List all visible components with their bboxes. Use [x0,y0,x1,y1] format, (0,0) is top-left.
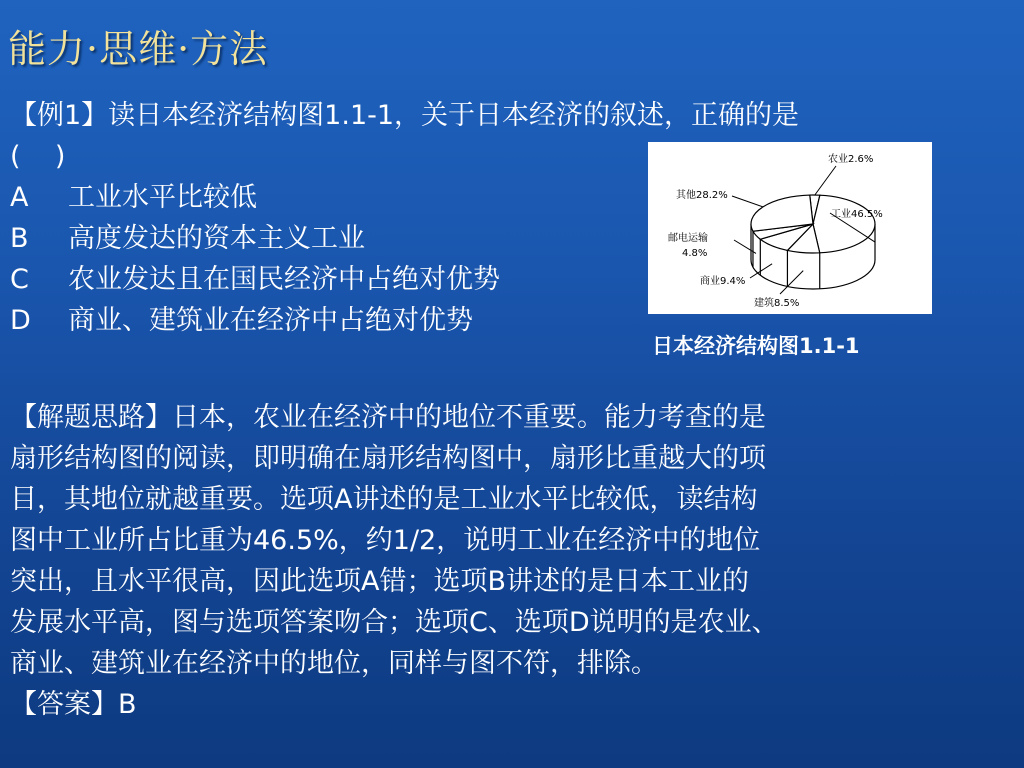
pie-label: 其他28.2% [676,190,728,201]
pie-label: 4.8% [682,248,708,259]
analysis-line: 突出，且水平很高，因此选项A错；选项B讲述的是日本工业的 [10,566,749,597]
analysis-block [10,397,1000,725]
option-letter: C [10,264,29,295]
pie-chart-panel [648,142,932,314]
analysis-line: 【解题思路】日本，农业在经济中的地位不重要。能力考查的是 [10,402,766,433]
pie-label: 建筑8.5% [754,298,800,309]
question-stem: 【例1】读日本经济结构图1.1-1，关于日本经济的叙述，正确的是 [10,100,800,131]
slide-title: 能力·思维·方法 [8,27,269,71]
analysis-line: 发展水平高，图与选项答案吻合；选项C、选项D说明的是农业、 [10,607,779,638]
pie-label: 农业2.6% [828,154,874,165]
pie-leader-line [815,166,836,195]
option-text: 高度发达的资本主义工业 [68,223,365,254]
pie-label: 邮电运输 [668,233,708,244]
analysis-line: 商业、建筑业在经济中的地位，同样与图不符，排除。 [10,648,658,679]
analysis-line: 图中工业所占比重为46.5%，约1/2，说明工业在经济中的地位 [10,525,761,556]
option-letter: B [10,223,29,254]
analysis-line: 目，其地位就越重要。选项A讲述的是工业水平比较低，读结构 [10,484,758,515]
analysis-line: 扇形结构图的阅读，即明确在扇形结构图中，扇形比重越大的项 [10,443,766,474]
chart-caption: 日本经济结构图1.1-1 [652,334,860,358]
pie-label: 工业46.5% [831,209,883,220]
option-text: 农业发达且在国民经济中占绝对优势 [68,264,500,295]
option-text: 工业水平比较低 [68,182,257,213]
pie-label: 商业9.4% [700,276,746,287]
question-blank: ( ) [10,141,66,172]
option-letter: D [10,305,31,336]
option-text: 商业、建筑业在经济中占绝对优势 [68,305,473,336]
option-letter: A [10,182,29,213]
pie-leader-line [732,196,763,207]
answer-line: 【答案】B [10,689,137,720]
pie-chart [648,142,932,314]
